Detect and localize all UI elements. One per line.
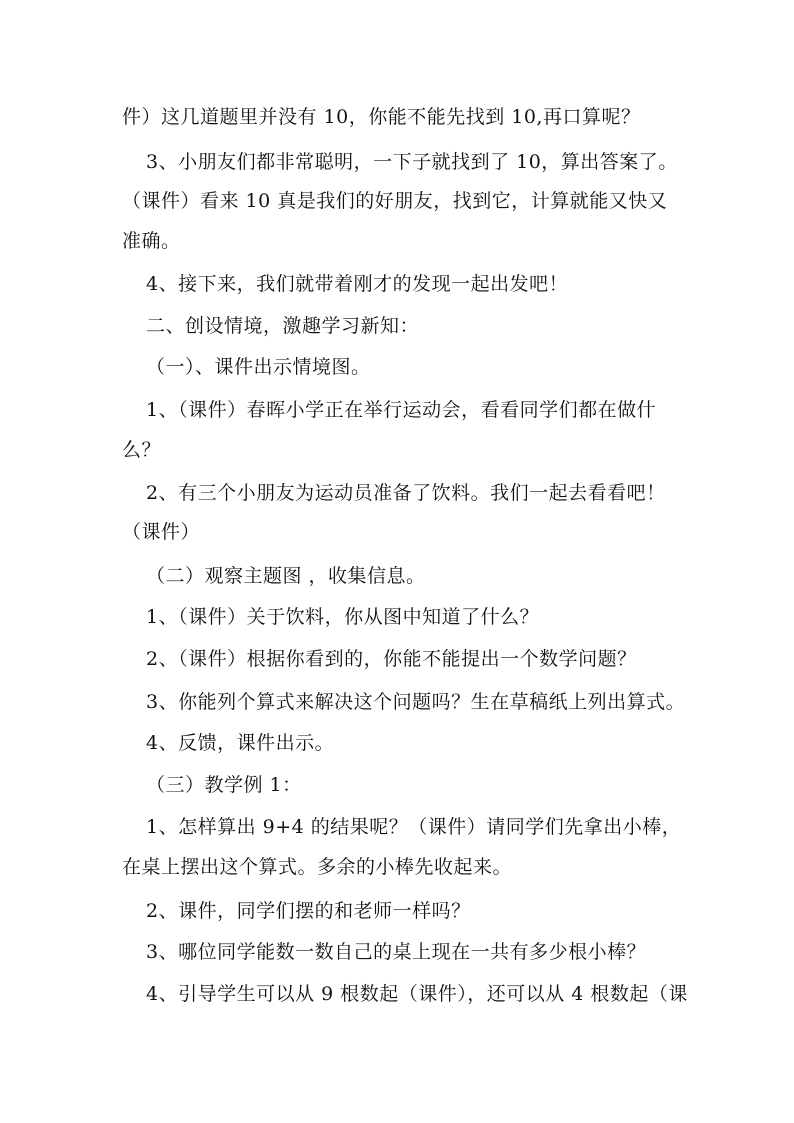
text-line-10: 2、有三个小朋友为运动员准备了饮料。我们一起去看看吧！ bbox=[146, 482, 666, 504]
text-line-21: 3、哪位同学能数一数自己的桌上现在一共有多少根小棒？ bbox=[146, 941, 647, 963]
text-line-4: 准确。 bbox=[122, 230, 181, 252]
text-line-8: 1、（课件）春晖小学正在举行运动会，看看同学们都在做什 bbox=[146, 399, 657, 421]
subsection-heading-2: （二）观察主题图 ，收集信息。 bbox=[146, 565, 426, 587]
text-line-18: 1、怎样算出 9+4 的结果呢？（课件）请同学们先拿出小棒， bbox=[146, 816, 682, 838]
text-line-13: 1、（课件）关于饮料，你从图中知道了什么？ bbox=[146, 606, 540, 628]
text-line-3: （课件）看来 10 真是我们的好朋友，找到它，计算就能又快又 bbox=[122, 190, 668, 212]
text-line-15: 3、你能列个算式来解决这个问题吗？生在草稿纸上列出算式。 bbox=[146, 691, 686, 713]
section-heading-2: 二、创设情境，激趣学习新知： bbox=[146, 315, 420, 337]
text-line-2: 3、小朋友们都非常聪明，一下子就找到了 10，算出答案了。 bbox=[146, 151, 678, 173]
text-line-19: 在桌上摆出这个算式。多余的小棒先收起来。 bbox=[122, 856, 513, 878]
text-line-11: （课件） bbox=[122, 521, 201, 543]
text-line-1: 件）这几道题里并没有 10，你能不能先找到 10,再口算呢？ bbox=[122, 106, 641, 128]
text-line-14: 2、（课件）根据你看到的，你能不能提出一个数学问题？ bbox=[146, 648, 637, 670]
subsection-heading-3: （三）教学例 1： bbox=[146, 774, 302, 796]
text-line-16: 4、反馈，课件出示。 bbox=[146, 732, 335, 754]
text-line-5: 4、接下来，我们就带着刚才的发现一起出发吧！ bbox=[146, 273, 569, 295]
text-line-20: 2、课件，同学们摆的和老师一样吗？ bbox=[146, 900, 471, 922]
text-line-9: 么？ bbox=[122, 439, 162, 461]
text-line-22: 4、引导学生可以从 9 根数起（课件），还可以从 4 根数起（课 bbox=[146, 983, 688, 1005]
subsection-heading-1: （一）、课件出示情境图。 bbox=[146, 356, 371, 378]
